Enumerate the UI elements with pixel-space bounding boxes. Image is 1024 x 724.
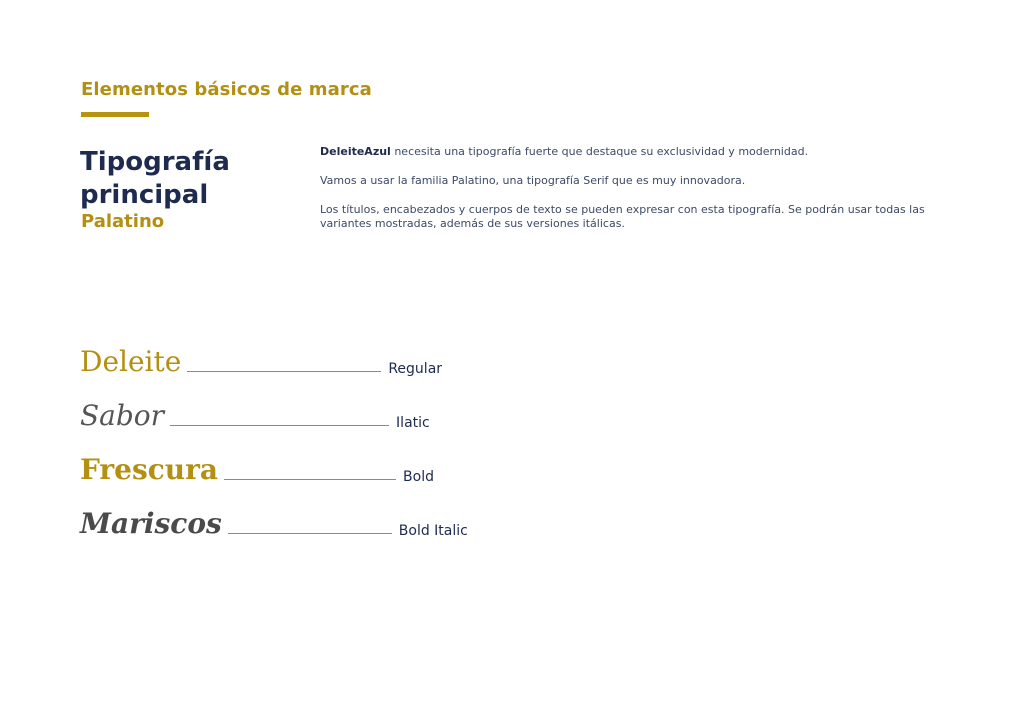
specimen-divider-bold [224,479,396,480]
specimen-word-bold: Frescura [80,453,219,486]
header-underline [81,112,149,117]
page-title [80,146,230,212]
specimen-divider-bold-italic [228,533,392,534]
specimen-italic [80,401,430,431]
intro-paragraph-2: Vamos a usar la familia Palatino, una tipografía Serif que es muy innovadora. [320,174,746,187]
brand-name: DeleiteAzul [320,145,391,158]
page-title-line1: Tipografía [80,147,230,177]
specimen-word-bold-italic: Mariscos [80,507,222,540]
intro-paragraph-3: Los títulos, encabezados y cuerpos de texto se pueden expresar con esta tipografía. Se podrán usar todas las variantes mostradas, además de sus versiones itálicas. [320,203,925,230]
intro-paragraph-1-text: necesita una tipografía fuerte que destaque su exclusividad y modernidad. [390,145,809,158]
specimen-word-regular: Deleite [80,345,182,378]
font-name-subtitle: Palatino [81,211,165,232]
specimen-divider-italic [170,425,389,426]
intro-text [320,145,940,246]
specimen-label-bold: Bold [403,469,434,485]
specimen-label-italic: Ilatic [396,415,430,431]
specimen-regular [80,347,442,377]
section-header: Elementos básicos de marca [81,79,372,100]
specimen-bold-italic [80,509,468,539]
specimen-bold [80,455,434,485]
specimen-word-italic: Sabor [80,399,165,432]
specimen-divider-regular [187,371,381,372]
specimen-label-regular: Regular [388,361,443,377]
page-title-line2: principal [80,180,209,210]
intro-paragraph-1 [320,145,940,159]
specimen-label-bold-italic: Bold Italic [398,523,468,539]
